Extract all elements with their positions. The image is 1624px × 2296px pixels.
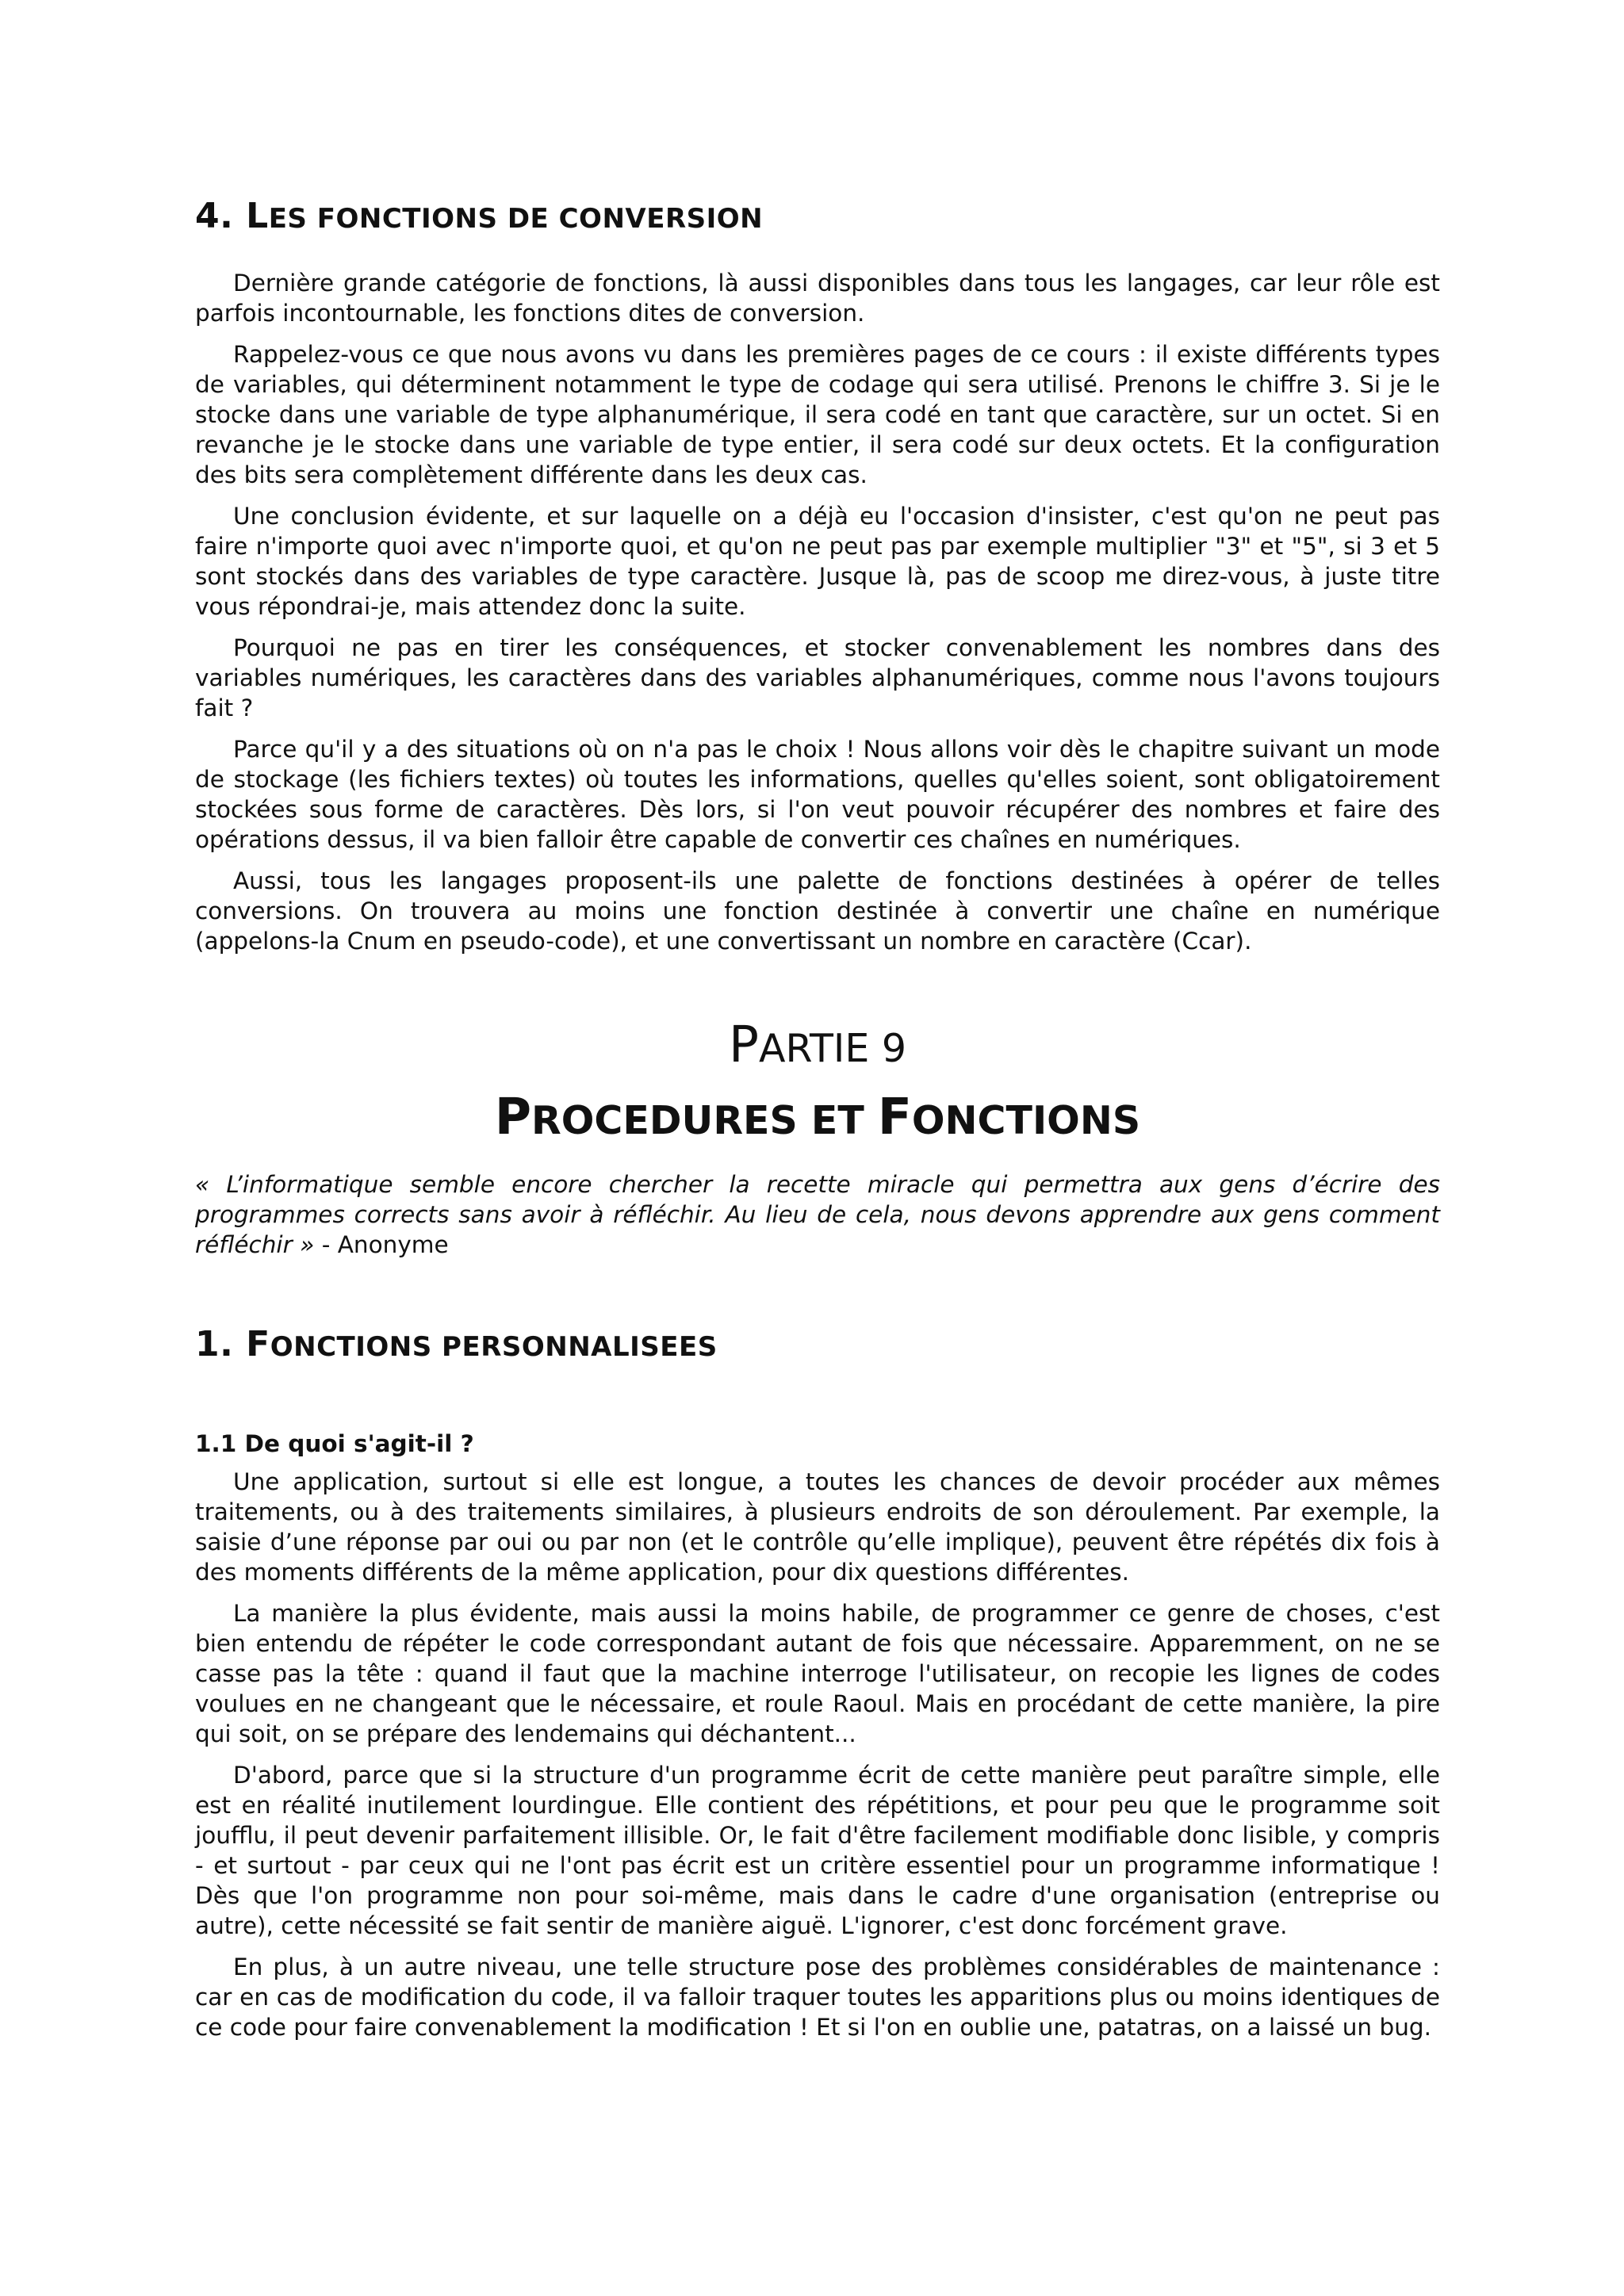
section-1-title-rest: ONCTIONS PERSONNALISEES (270, 1331, 718, 1363)
section-4-number: 4. (195, 196, 247, 236)
paragraph: Une application, surtout si elle est longue, a toutes les chances de devoir procéder aux mêmes traitements, ou à des traitements similaires, à plusieurs endroits de son déroulement. Par exemple, la saisie d’une réponse par oui ou par non (et le contrôle qu’elle implique), peuvent être répétés dix fois à des moments différents de la même application, pour dix questions différentes. (195, 1468, 1440, 1586)
part-title-rest-2: ONCTIONS (911, 1098, 1141, 1143)
part-title-initial-1: P (494, 1088, 532, 1146)
section-4-heading (195, 196, 763, 236)
paragraph: Pourquoi ne pas en tirer les conséquences, et stocker convenablement les nombres dans des variables numériques, les caractères dans des variables alphanumériques, comme nous l'avons toujours fait ? (195, 634, 1440, 721)
part-number-initial: P (728, 1016, 759, 1073)
paragraph: En plus, à un autre niveau, une telle structure pose des problèmes considérables de maintenance : car en cas de modification du code, il va falloir traquer toutes les apparitions plus ou moins identiques de ce code pour faire convenablement la modification ! Et si l'on en oublie une, patatras, on a laissé un bug. (195, 1954, 1440, 2041)
epigraph-quote: « L’informatique semble encore chercher la recette miracle qui permettra aux gens d’écrire des programmes corrects sans avoir à réfléchir. Au lieu de cela, nous devons apprendre aux gens comment réfléchir » (195, 1171, 1440, 1258)
paragraph: Rappelez-vous ce que nous avons vu dans les premières pages de ce cours : il existe différents types de variables, qui déterminent notamment le type de codage qui sera utilisé. Prenons le chiffre 3. Si je le stocke dans une variable de type alphanumérique, il sera codé en tant que caractère, sur un octet. Si en revanche je le stocke dans une variable de type entier, il sera codé sur deux octets. Et la configuration des bits sera complètement différente dans les deux cas. (195, 341, 1440, 488)
section-4-body (195, 268, 1440, 967)
paragraph: D'abord, parce que si la structure d'un programme écrit de cette manière peut paraître simple, elle est en réalité inutilement lourdingue. Elle contient des répétitions, et pour peu que le programme soit joufflu, il peut devenir parfaitement illisible. Or, le fait d'être facilement modifiable donc lisible, y compris - et surtout - par ceux qui ne l'ont pas écrit est un critère essentiel pour un programme informatique ! Dès que l'on programme non pour soi-même, mais dans le cadre d'une organisation (entreprise ou autre), cette nécessité se fait sentir de manière aiguë. L'ignorer, c'est donc forcément grave. (195, 1762, 1440, 1939)
epigraph (195, 1169, 1440, 1260)
part-title-block (195, 1011, 1440, 1155)
section-1-number: 1. (195, 1324, 247, 1364)
section-1-body (195, 1467, 1440, 2053)
section-4-title-rest: ES FONCTIONS DE CONVERSION (268, 203, 764, 235)
part-title (195, 1083, 1440, 1155)
part-title-rest-1: ROCEDURES ET (531, 1098, 878, 1143)
part-number-rest: ARTIE 9 (758, 1026, 907, 1071)
subsection-heading: 1.1 De quoi s'agit-il ? (195, 1430, 474, 1457)
section-1-title-initial: F (246, 1324, 270, 1364)
paragraph: Parce qu'il y a des situations où on n'a pas le choix ! Nous allons voir dès le chapitre suivant un mode de stockage (les fichiers textes) où toutes les informations, quelles qu'elles soient, sont obligatoirement stockées sous forme de caractères. Dès lors, si l'on veut pouvoir récupérer des nombres et faire des opérations dessus, il va bien falloir être capable de convertir ces chaînes en numériques. (195, 736, 1440, 853)
paragraph: Aussi, tous les langages proposent-ils une palette de fonctions destinées à opérer de telles conversions. On trouvera au moins une fonction destinée à convertir une chaîne en numérique (appelons-la Cnum en pseudo-code), et une convertissant un nombre en caractère (Ccar). (195, 867, 1440, 955)
section-1-heading (195, 1324, 718, 1364)
part-title-initial-2: F (877, 1088, 912, 1146)
paragraph: La manière la plus évidente, mais aussi la moins habile, de programmer ce genre de choses, c'est bien entendu de répéter le code correspondant autant de fois que nécessaire. Apparemment, on ne se casse pas la tête : quand il faut que la machine interroge l'utilisateur, on recopie les lignes de codes voulues en ne changeant que le nécessaire, et roule Raoul. Mais en procédant de cette manière, la pire qui soit, on se prépare des lendemains qui déchantent... (195, 1600, 1440, 1747)
epigraph-author: - Anonyme (314, 1231, 449, 1258)
paragraph: Dernière grande catégorie de fonctions, là aussi disponibles dans tous les langages, car leur rôle est parfois incontournable, les fonctions dites de conversion. (195, 270, 1440, 327)
paragraph: Une conclusion évidente, et sur laquelle on a déjà eu l'occasion d'insister, c'est qu'on ne peut pas faire n'importe quoi avec n'importe quoi, et qu'on ne peut pas par exemple multiplier "3" et "5", si 3 et 5 sont stockés dans des variables de type caractère. Jusque là, pas de scoop me direz-vous, à juste titre vous répondrai-je, mais attendez donc la suite. (195, 503, 1440, 620)
part-number (195, 1011, 1440, 1083)
section-4-title-initial: L (246, 196, 269, 236)
